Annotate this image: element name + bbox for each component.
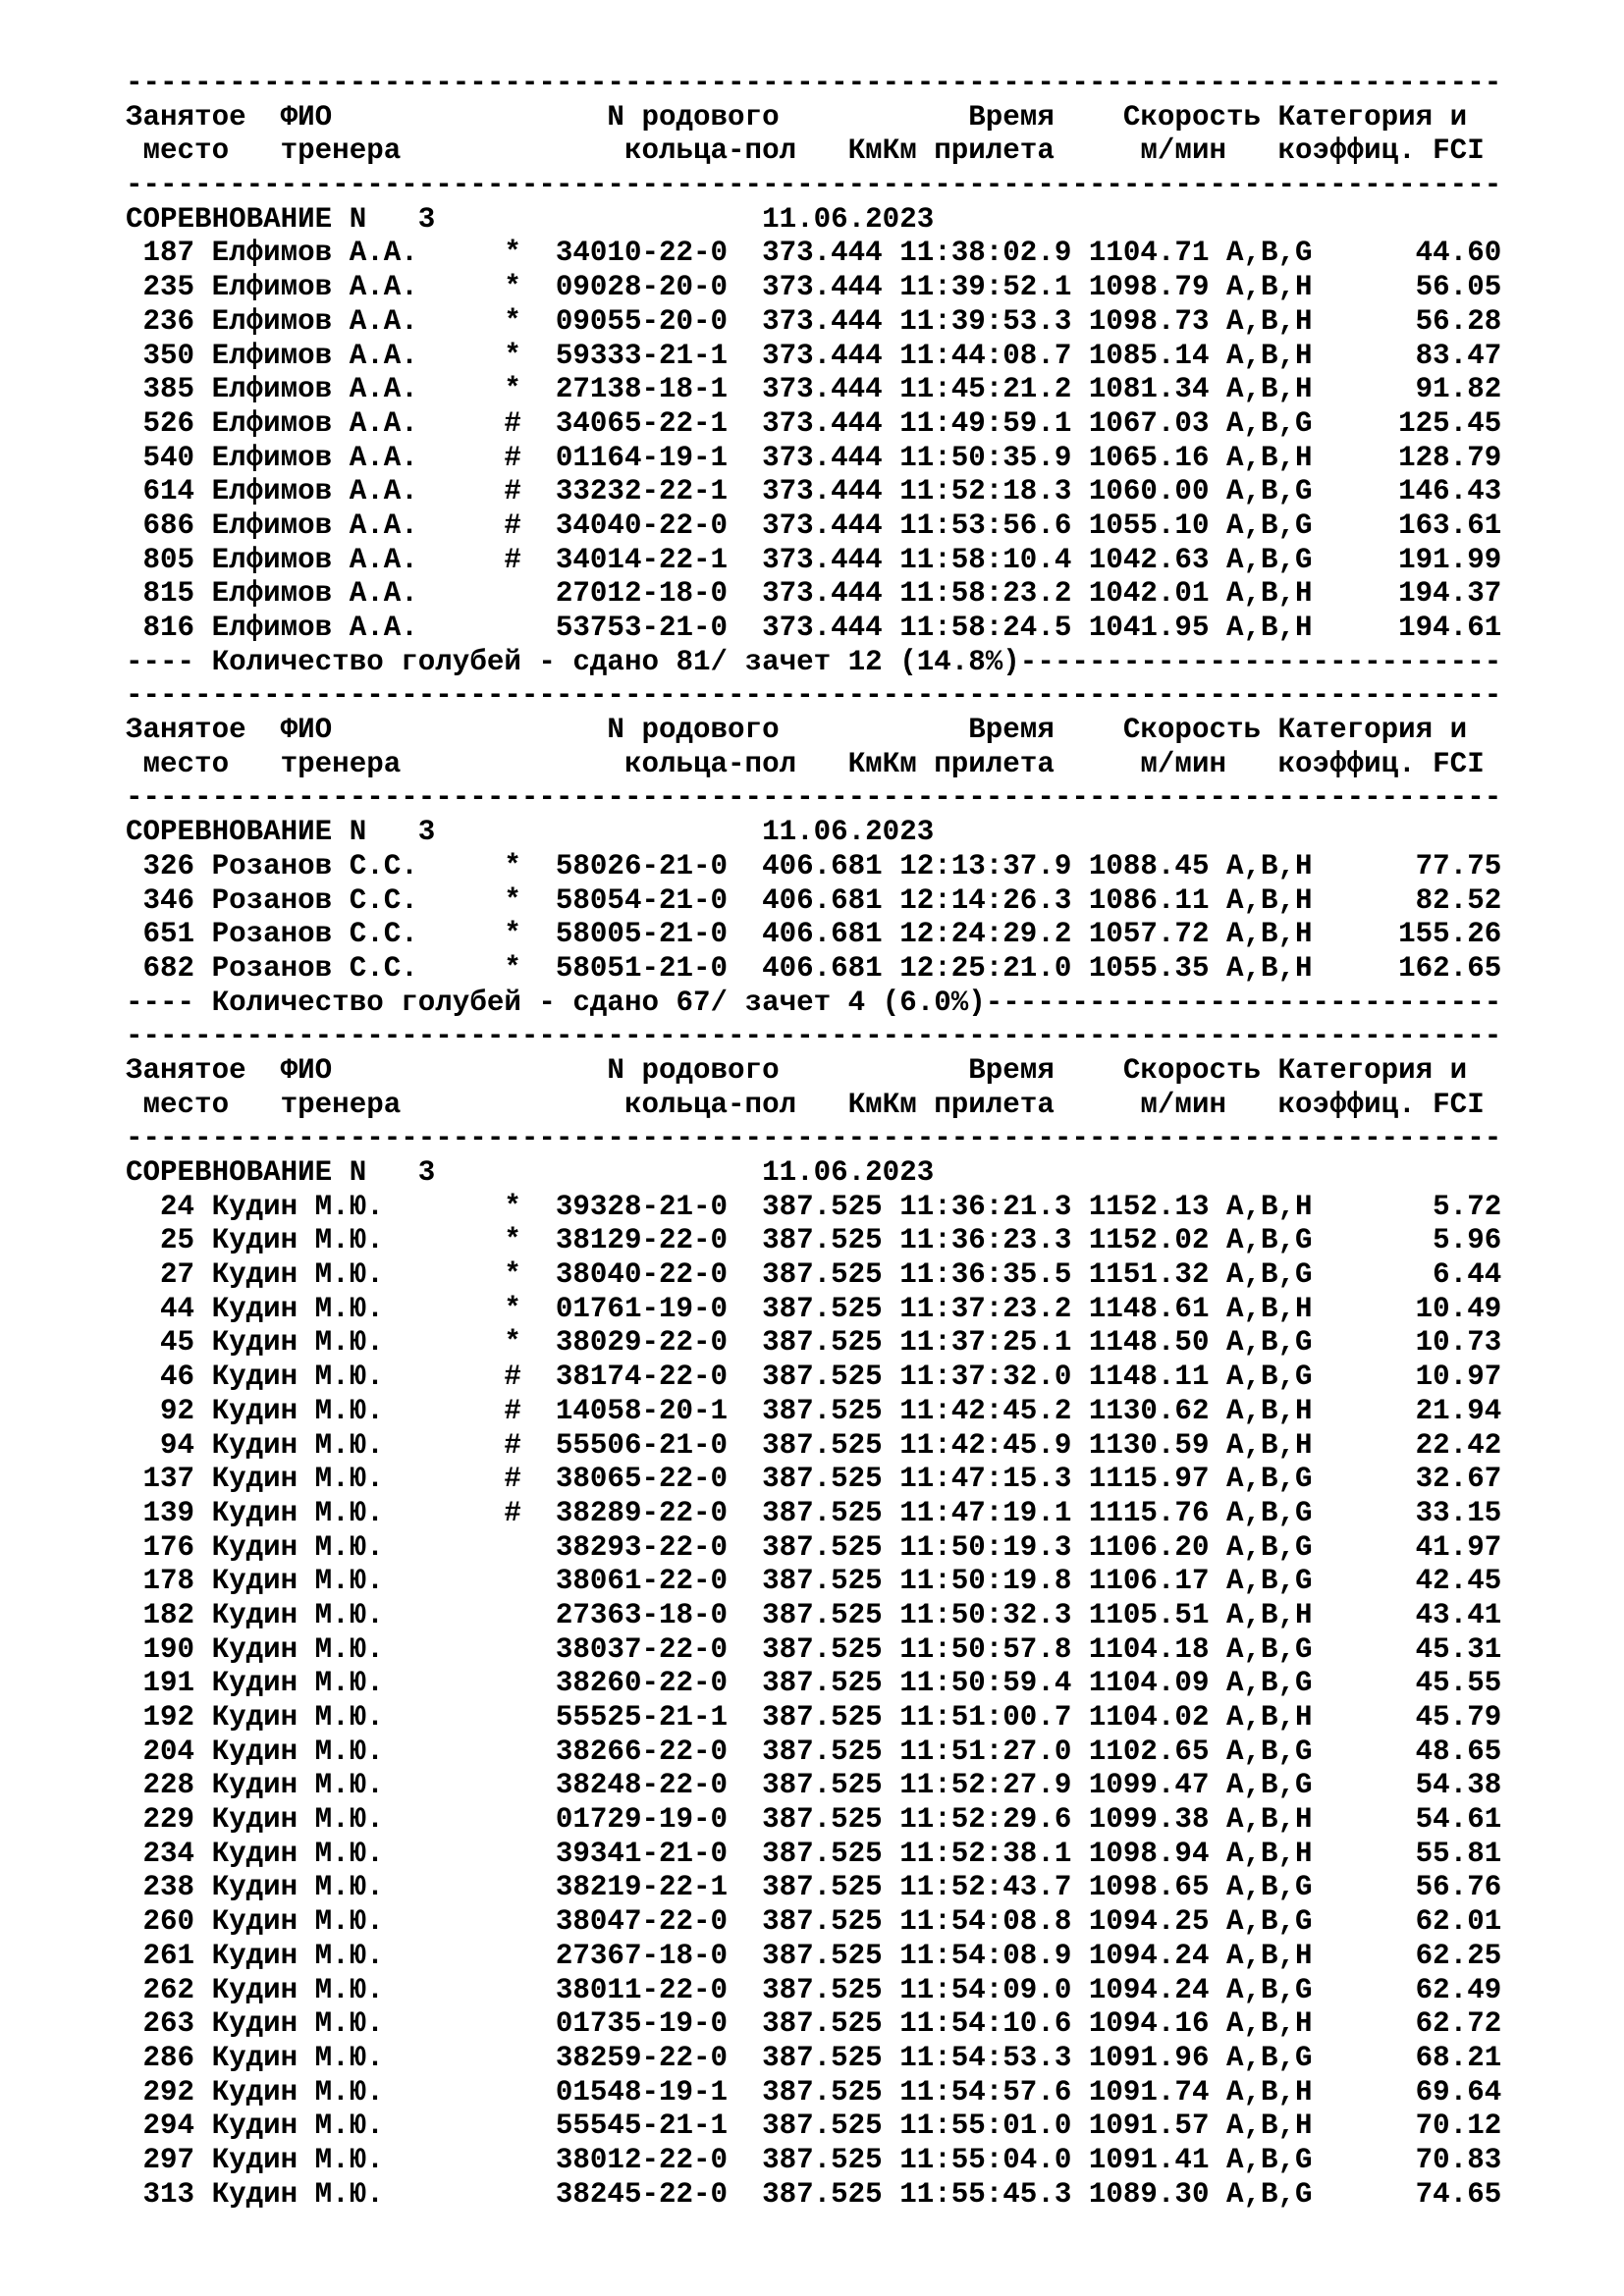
result-row: 192 Кудин М.Ю. 55525-21-1 387.525 11:51:00.7 1104.02 A,B,H 45.79 — [126, 1701, 1502, 1734]
divider-line: -------------------------------------------------------------------------------- — [126, 1122, 1502, 1155]
divider-line: -------------------------------------------------------------------------------- — [126, 169, 1502, 202]
result-row: 44 Кудин М.Ю. * 01761-19-0 387.525 11:37:23.2 1148.61 A,B,H 10.49 — [126, 1292, 1502, 1325]
result-row: 263 Кудин М.Ю. 01735-19-0 387.525 11:54:10.6 1094.16 A,B,H 62.72 — [126, 2007, 1502, 2041]
result-row: 191 Кудин М.Ю. 38260-22-0 387.525 11:50:59.4 1104.09 A,B,G 45.55 — [126, 1667, 1502, 1700]
result-row: 45 Кудин М.Ю. * 38029-22-0 387.525 11:37:25.1 1148.50 A,B,G 10.73 — [126, 1326, 1502, 1360]
competition-title: СОРЕВНОВАНИЕ N 3 11.06.2023 — [126, 816, 935, 849]
result-row: 292 Кудин М.Ю. 01548-19-1 387.525 11:54:57.6 1091.74 A,B,H 69.64 — [126, 2075, 1502, 2109]
result-row: 187 Елфимов А.А. * 34010-22-0 373.444 11:38:02.9 1104.71 A,B,G 44.60 — [126, 237, 1502, 270]
result-row: 46 Кудин М.Ю. # 38174-22-0 387.525 11:37:32.0 1148.11 A,B,G 10.97 — [126, 1361, 1502, 1394]
result-row: 682 Розанов С.С. * 58051-21-0 406.681 12:25:21.0 1055.35 A,B,H 162.65 — [126, 951, 1502, 985]
result-row: 236 Елфимов А.А. * 09055-20-0 373.444 11:39:53.3 1098.73 A,B,H 56.28 — [126, 304, 1502, 338]
result-row: 286 Кудин М.Ю. 38259-22-0 387.525 11:54:53.3 1091.96 A,B,G 68.21 — [126, 2041, 1502, 2074]
result-row: 297 Кудин М.Ю. 38012-22-0 387.525 11:55:04.0 1091.41 A,B,G 70.83 — [126, 2143, 1502, 2176]
divider-line: -------------------------------------------------------------------------------- — [126, 781, 1502, 815]
result-row: 614 Елфимов А.А. # 33232-22-1 373.444 11:52:18.3 1060.00 A,B,G 146.43 — [126, 475, 1502, 508]
result-row: 326 Розанов С.С. * 58026-21-0 406.681 12:13:37.9 1088.45 A,B,H 77.75 — [126, 849, 1502, 882]
result-row: 261 Кудин М.Ю. 27367-18-0 387.525 11:54:08.9 1094.24 A,B,H 62.25 — [126, 1939, 1502, 1972]
result-row: 260 Кудин М.Ю. 38047-22-0 387.525 11:54:08.8 1094.25 A,B,G 62.01 — [126, 1905, 1502, 1939]
result-row: 686 Елфимов А.А. # 34040-22-0 373.444 11:53:56.6 1055.10 A,B,G 163.61 — [126, 508, 1502, 542]
section-summary: ---- Количество голубей - сдано 67/ зачет 4 (6.0%)------------------------------ — [126, 986, 1502, 1019]
result-row: 238 Кудин М.Ю. 38219-22-1 387.525 11:52:43.7 1098.65 A,B,G 56.76 — [126, 1871, 1502, 1904]
result-row: 178 Кудин М.Ю. 38061-22-0 387.525 11:50:19.8 1106.17 A,B,G 42.45 — [126, 1565, 1502, 1598]
result-row: 815 Елфимов А.А. 27012-18-0 373.444 11:58:23.2 1042.01 A,B,H 194.37 — [126, 577, 1502, 611]
section-summary: ---- Количество голубей - сдано 81/ зачет 12 (14.8%)---------------------------- — [126, 645, 1502, 678]
result-row: 313 Кудин М.Ю. 38245-22-0 387.525 11:55:45.3 1089.30 A,B,G 74.65 — [126, 2177, 1502, 2211]
result-row: 182 Кудин М.Ю. 27363-18-0 387.525 11:50:32.3 1105.51 A,B,H 43.41 — [126, 1598, 1502, 1631]
race-results-printout — [126, 67, 1501, 2212]
result-row: 139 Кудин М.Ю. # 38289-22-0 387.525 11:47:19.1 1115.76 A,B,G 33.15 — [126, 1496, 1502, 1529]
result-row: 350 Елфимов А.А. * 59333-21-1 373.444 11:44:08.7 1085.14 A,B,H 83.47 — [126, 339, 1502, 372]
result-row: 526 Елфимов А.А. # 34065-22-1 373.444 11:49:59.1 1067.03 A,B,G 125.45 — [126, 406, 1502, 440]
result-row: 94 Кудин М.Ю. # 55506-21-0 387.525 11:42:45.9 1130.59 A,B,H 22.42 — [126, 1428, 1502, 1462]
result-row: 540 Елфимов А.А. # 01164-19-1 373.444 11:50:35.9 1065.16 A,B,H 128.79 — [126, 441, 1502, 474]
column-header-line-1: Занятое ФИО N родового Время Скорость Категория и — [126, 100, 1468, 133]
result-row: 805 Елфимов А.А. # 34014-22-1 373.444 11:58:10.4 1042.63 A,B,G 191.99 — [126, 543, 1502, 576]
result-row: 228 Кудин М.Ю. 38248-22-0 387.525 11:52:27.9 1099.47 A,B,G 54.38 — [126, 1769, 1502, 1802]
column-header-line-2: место тренера кольца-пол КмКм прилета м/мин коэффиц. FCI — [126, 1088, 1485, 1121]
column-header-line-2: место тренера кольца-пол КмКм прилета м/мин коэффиц. FCI — [126, 747, 1485, 780]
result-row: 176 Кудин М.Ю. 38293-22-0 387.525 11:50:19.3 1106.20 A,B,G 41.97 — [126, 1530, 1502, 1564]
result-row: 92 Кудин М.Ю. # 14058-20-1 387.525 11:42:45.2 1130.62 A,B,H 21.94 — [126, 1394, 1502, 1427]
divider-line: -------------------------------------------------------------------------------- — [126, 1020, 1502, 1053]
result-row: 346 Розанов С.С. * 58054-21-0 406.681 12:14:26.3 1086.11 A,B,H 82.52 — [126, 883, 1502, 917]
result-row: 294 Кудин М.Ю. 55545-21-1 387.525 11:55:01.0 1091.57 A,B,H 70.12 — [126, 2109, 1502, 2143]
result-row: 235 Елфимов А.А. * 09028-20-0 373.444 11:39:52.1 1098.79 A,B,H 56.05 — [126, 271, 1502, 304]
result-row: 234 Кудин М.Ю. 39341-21-0 387.525 11:52:38.1 1098.94 A,B,H 55.81 — [126, 1837, 1502, 1870]
result-row: 385 Елфимов А.А. * 27138-18-1 373.444 11:45:21.2 1081.34 A,B,H 91.82 — [126, 373, 1502, 406]
result-row: 24 Кудин М.Ю. * 39328-21-0 387.525 11:36:21.3 1152.13 A,B,H 5.72 — [126, 1190, 1502, 1223]
result-row: 651 Розанов С.С. * 58005-21-0 406.681 12:24:29.2 1057.72 A,B,H 155.26 — [126, 918, 1502, 951]
result-row: 27 Кудин М.Ю. * 38040-22-0 387.525 11:36:35.5 1151.32 A,B,G 6.44 — [126, 1258, 1502, 1292]
result-row: 262 Кудин М.Ю. 38011-22-0 387.525 11:54:09.0 1094.24 A,B,G 62.49 — [126, 1973, 1502, 2006]
column-header-line-1: Занятое ФИО N родового Время Скорость Категория и — [126, 714, 1468, 747]
result-row: 229 Кудин М.Ю. 01729-19-0 387.525 11:52:29.6 1099.38 A,B,H 54.61 — [126, 1803, 1502, 1837]
divider-line: -------------------------------------------------------------------------------- — [126, 67, 1502, 99]
column-header-line-1: Занятое ФИО N родового Время Скорость Категория и — [126, 1053, 1468, 1087]
result-row: 816 Елфимов А.А. 53753-21-0 373.444 11:58:24.5 1041.95 A,B,H 194.61 — [126, 612, 1502, 644]
result-row: 137 Кудин М.Ю. # 38065-22-0 387.525 11:47:15.3 1115.97 A,B,G 32.67 — [126, 1463, 1502, 1496]
divider-line: -------------------------------------------------------------------------------- — [126, 679, 1502, 713]
result-row: 204 Кудин М.Ю. 38266-22-0 387.525 11:51:27.0 1102.65 A,B,G 48.65 — [126, 1735, 1502, 1768]
competition-title: СОРЕВНОВАНИЕ N 3 11.06.2023 — [126, 202, 935, 236]
competition-title: СОРЕВНОВАНИЕ N 3 11.06.2023 — [126, 1156, 935, 1189]
result-row: 25 Кудин М.Ю. * 38129-22-0 387.525 11:36:23.3 1152.02 A,B,G 5.96 — [126, 1224, 1502, 1257]
column-header-line-2: место тренера кольца-пол КмКм прилета м/мин коэффиц. FCI — [126, 134, 1485, 168]
result-row: 190 Кудин М.Ю. 38037-22-0 387.525 11:50:57.8 1104.18 A,B,G 45.31 — [126, 1632, 1502, 1666]
